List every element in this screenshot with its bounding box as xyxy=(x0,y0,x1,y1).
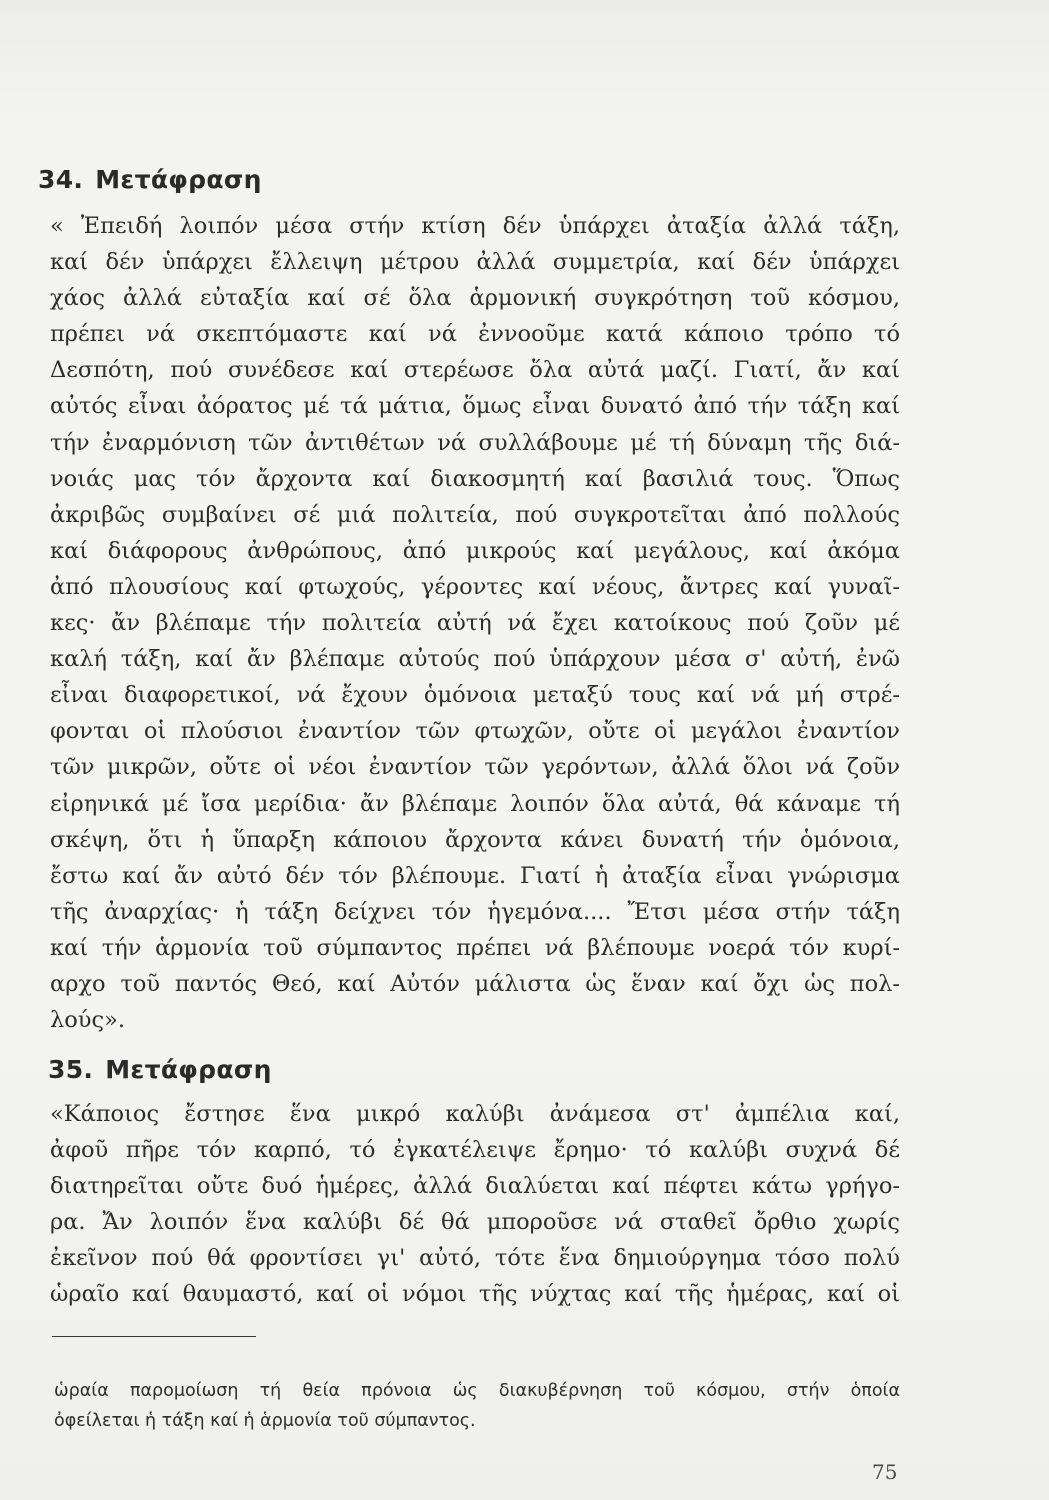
section-34-body xyxy=(50,208,900,1038)
text-line: ἀπό πλουσίους καί φτωχούς, γέροντες καί νέους, ἄντρες καί γυναῖ- xyxy=(50,573,900,600)
text-line: κες· ἄν βλέπαμε τήν πολιτεία αὐτή νά ἔχει κατοίκους πού ζοῦν μέ xyxy=(50,610,900,637)
text-line: χάος ἀλλά εὐταξία καί σέ ὅλα ἁρμονική συγκρότηση τοῦ κόσμου, xyxy=(50,285,900,312)
text-line: «Κάποιος ἔστησε ἕνα μικρό καλύβι ἀνάμεσα στ' ἀμπέλια καί, xyxy=(50,1101,900,1127)
text-line: τήν ἐναρμόνιση τῶν ἀντιθέτων νά συλλάβουμε μέ τή δύναμη τῆς διά- xyxy=(50,429,900,456)
text-line: καλή τάξη, καί ἄν βλέπαμε αὐτούς πού ὑπάρχουν μέσα σ' αὐτή, ἐνῶ xyxy=(50,646,900,673)
footnote-divider xyxy=(52,1336,256,1337)
text-line: ἀκριβῶς συμβαίνει σέ μιά πολιτεία, πού συγκροτεῖται ἀπό πολλούς xyxy=(50,501,900,528)
text-line: τῆς ἀναρχίας· ἡ τάξη δείχνει τόν ἡγεμόνα.... Ἔτσι μέσα στήν τάξη xyxy=(50,898,900,925)
text-line: ἀφοῦ πῆρε τόν καρπό, τό ἐγκατέλειψε ἔρημο· τό καλύβι συχνά δέ xyxy=(50,1137,900,1164)
section-35-number: 35. xyxy=(48,1055,94,1084)
text-line: εἰρηνικά μέ ἴσα μερίδια· ἄν βλέπαμε λοιπόν ὅλα αὐτά, θά κάναμε τή xyxy=(50,790,900,817)
text-line: φονται οἱ πλούσιοι ἐναντίον τῶν φτωχῶν, οὔτε οἱ μεγάλοι ἐναντίον xyxy=(50,718,900,745)
text-line: τῶν μικρῶν, οὔτε οἱ νέοι ἐναντίον τῶν γερόντων, ἀλλά ὅλοι νά ζοῦν xyxy=(50,754,900,781)
footnote xyxy=(54,1376,900,1436)
page-number: 75 xyxy=(872,1460,898,1484)
section-34-heading xyxy=(38,165,262,194)
text-line: ὡραῖο καί θαυμαστό, καί οἱ νόμοι τῆς νύχτας καί τῆς ἡμέρας, καί οἱ xyxy=(50,1281,900,1308)
text-line: πρέπει νά σκεπτόμαστε καί νά ἐννοοῦμε κατά κάποιο τρόπο τό xyxy=(50,321,900,348)
section-35-heading xyxy=(48,1055,272,1084)
footnote-line: ὀφείλεται ἡ τάξη καί ἡ ἁρμονία τοῦ σύμπαντος. xyxy=(54,1411,476,1431)
text-line: καί διάφορους ἀνθρώπους, ἀπό μικρούς καί μεγάλους, καί ἀκόμα xyxy=(50,537,900,564)
text-line: διατηρεῖται οὔτε δυό ἡμέρες, ἀλλά διαλύεται καί πέφτει κάτω γρήγο- xyxy=(50,1173,900,1200)
text-line: Δεσπότη, πού συνέδεσε καί στερέωσε ὅλα αὐτά μαζί. Γιατί, ἄν καί xyxy=(50,357,900,384)
text-line: ρα. Ἄν λοιπόν ἕνα καλύβι δέ θά μποροῦσε νά σταθεῖ ὄρθιο χωρίς xyxy=(50,1209,900,1236)
text-line: καί δέν ὑπάρχει ἔλλειψη μέτρου ἀλλά συμμετρία, καί δέν ὑπάρχει xyxy=(50,249,900,276)
text-line: αρχο τοῦ παντός Θεό, καί Αὐτόν μάλιστα ὡς ἕναν καί ὄχι ὡς πολ- xyxy=(50,970,900,997)
text-line: ἔστω καί ἄν αὐτό δέν τόν βλέπουμε. Γιατί ἡ ἀταξία εἶναι γνώρισμα xyxy=(50,862,900,889)
text-line: αὐτός εἶναι ἀόρατος μέ τά μάτια, ὅμως εἶναι δυνατό ἀπό τήν τάξη καί xyxy=(50,393,900,420)
text-line: σκέψη, ὅτι ἡ ὕπαρξη κάποιου ἄρχοντα κάνει δυνατή τήν ὁμόνοια, xyxy=(50,826,900,853)
section-34-number: 34. xyxy=(38,165,84,194)
text-line: ἐκεῖνον πού θά φροντίσει γι' αὐτό, τότε ἕνα δημιούργημα τόσο πολύ xyxy=(50,1245,900,1272)
footnote-line: ὡραία παρομοίωση τή θεία πρόνοια ὡς διακυβέρνηση τοῦ κόσμου, στήν ὁποία xyxy=(54,1381,900,1401)
section-34-title: Μετάφραση xyxy=(95,165,262,194)
text-line: καί τήν ἁρμονία τοῦ σύμπαντος πρέπει νά βλέπουμε νοερά τόν κυρί- xyxy=(50,934,900,961)
section-35-title: Μετάφραση xyxy=(105,1055,272,1084)
text-line: « Ἐπειδή λοιπόν μέσα στήν κτίση δέν ὑπάρχει ἀταξία ἀλλά τάξη, xyxy=(50,213,900,239)
text-line: νοιάς μας τόν ἄρχοντα καί διακοσμητή καί βασιλιά τους. Ὅπως xyxy=(50,465,900,492)
text-line: εἶναι διαφορετικοί, νά ἔχουν ὁμόνοια μεταξύ τους καί νά μή στρέ- xyxy=(50,682,900,709)
section-35-body xyxy=(50,1096,900,1313)
text-line: λούς». xyxy=(50,1007,126,1034)
